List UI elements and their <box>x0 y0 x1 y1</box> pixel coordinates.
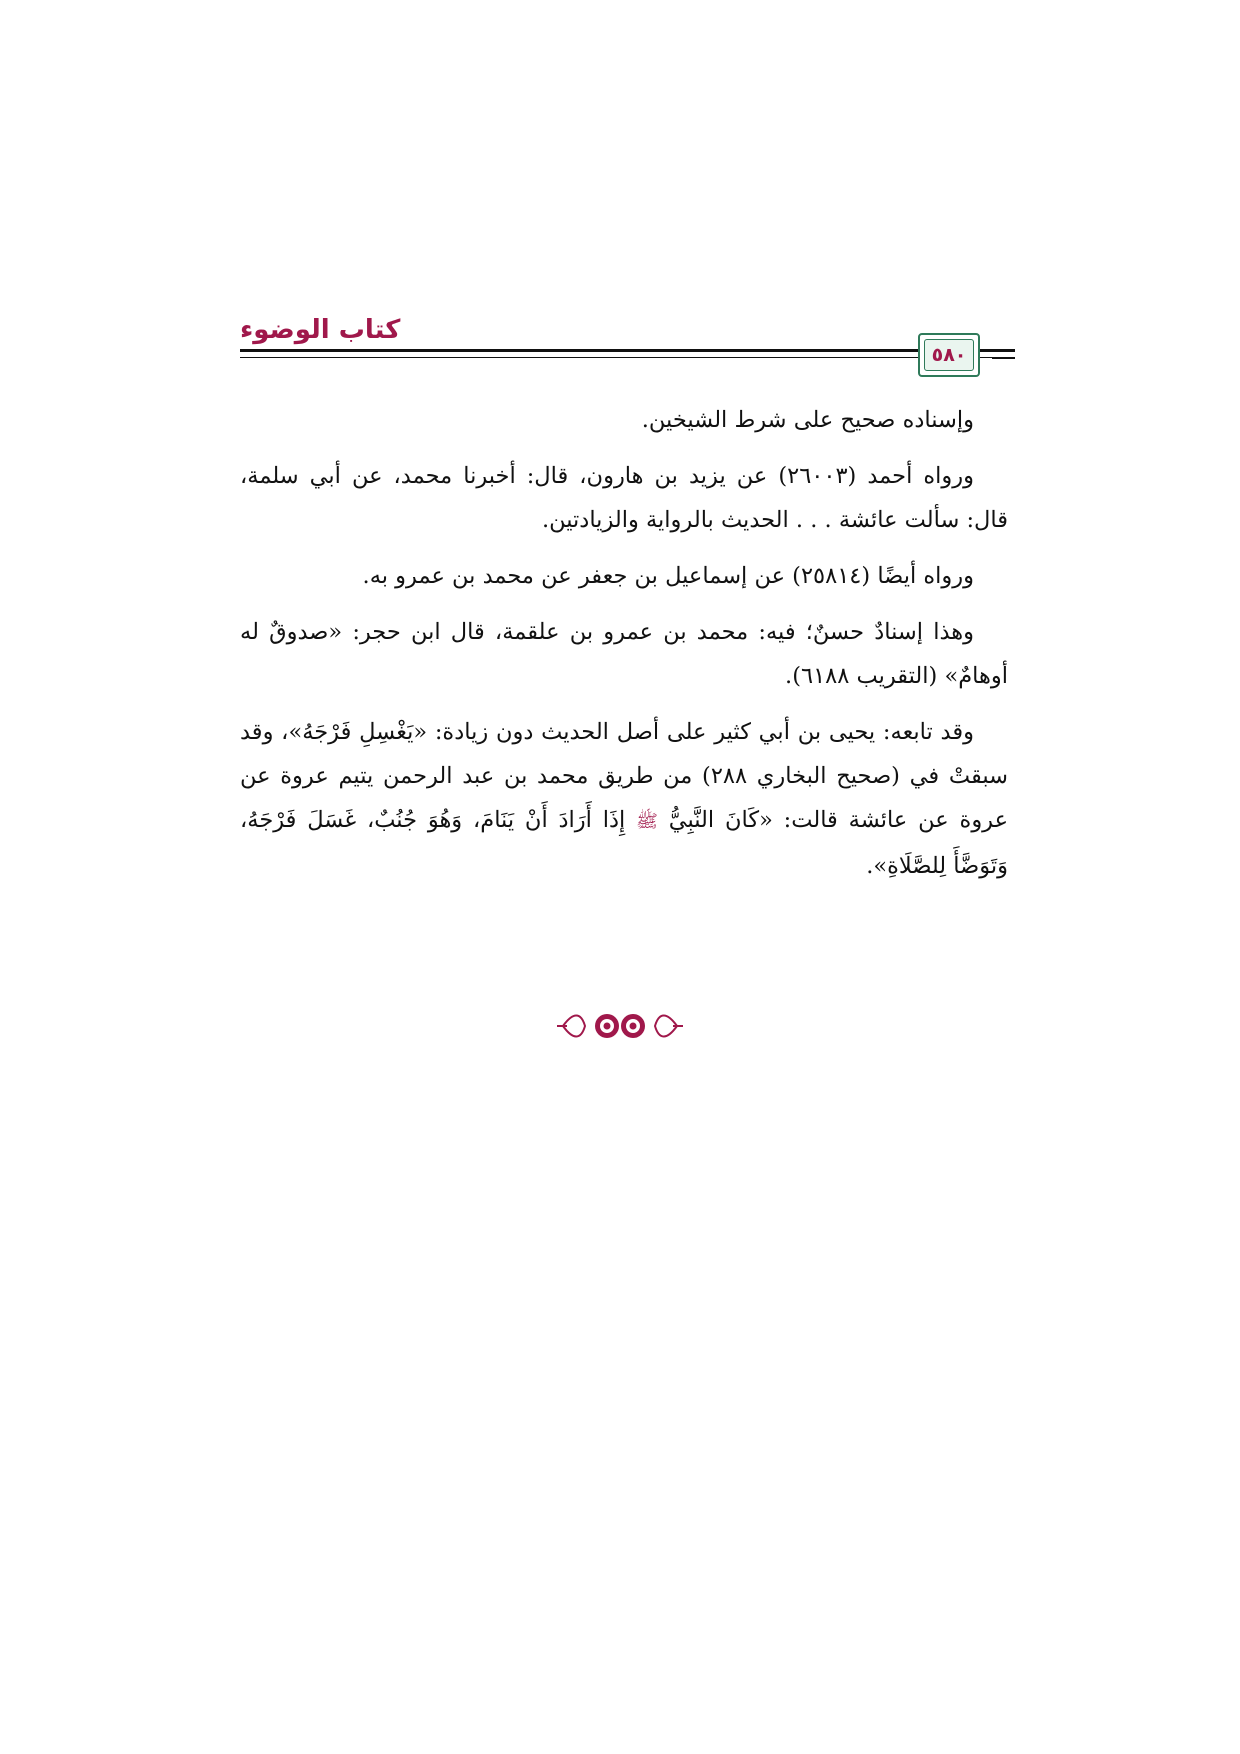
page-header <box>240 305 1010 385</box>
paragraph: ورواه أيضًا (٢٥٨١٤) عن إسماعيل بن جعفر عن محمد بن عمرو به. <box>362 563 974 589</box>
paragraph-text: إِذَا أَرَادَ أَنْ يَنَامَ، وَهُوَ جُنُبٌ، غَسَلَ فَرْجَهُ، وَتَوَضَّأَ لِلصَّلَاةِ». <box>240 807 1008 879</box>
paragraph: ورواه أحمد (٢٦٠٠٣) عن يزيد بن هارون، قال: أخبرنا محمد، عن أبي سلمة، قال: سألت عائشة . . . الحديث بالرواية والزيادتين. <box>240 463 1008 533</box>
paragraph: وهذا إسنادٌ حسنٌ؛ فيه: محمد بن عمرو بن علقمة، قال ابن حجر: «صدوقٌ له أوهامٌ» (التقريب ٦١٨٨). <box>240 619 1008 689</box>
ornamental-frame-icon <box>918 333 980 377</box>
page-number: ٥٨٠ <box>931 344 967 366</box>
paragraph <box>240 710 1008 888</box>
salawat-symbol: ﷺ <box>636 811 658 832</box>
header-rule-tail <box>992 349 1015 351</box>
header-rule-tail <box>992 357 1015 359</box>
header-rule-thin <box>240 357 1015 358</box>
chapter-title: كتاب الوضوء <box>240 315 401 345</box>
floral-ornament-icon <box>555 1006 685 1046</box>
page-body <box>240 398 1008 900</box>
page-number-box <box>924 339 974 371</box>
header-rule-thick <box>240 349 1015 352</box>
paragraph: وإسناده صحيح على شرط الشيخين. <box>641 407 974 433</box>
paragraph-text: وقد تابعه: يحيى بن أبي كثير على أصل الحديث دون زيادة: «يَغْسِلِ فَرْجَهُ»، وقد سبقتْ في (صحيح البخاري ٢٨٨) من طريق محمد بن عبد الرحمن يتيم عروة عن عروة عن عائشة قالت: «كَانَ النَّبِيُّ <box>240 719 1009 833</box>
